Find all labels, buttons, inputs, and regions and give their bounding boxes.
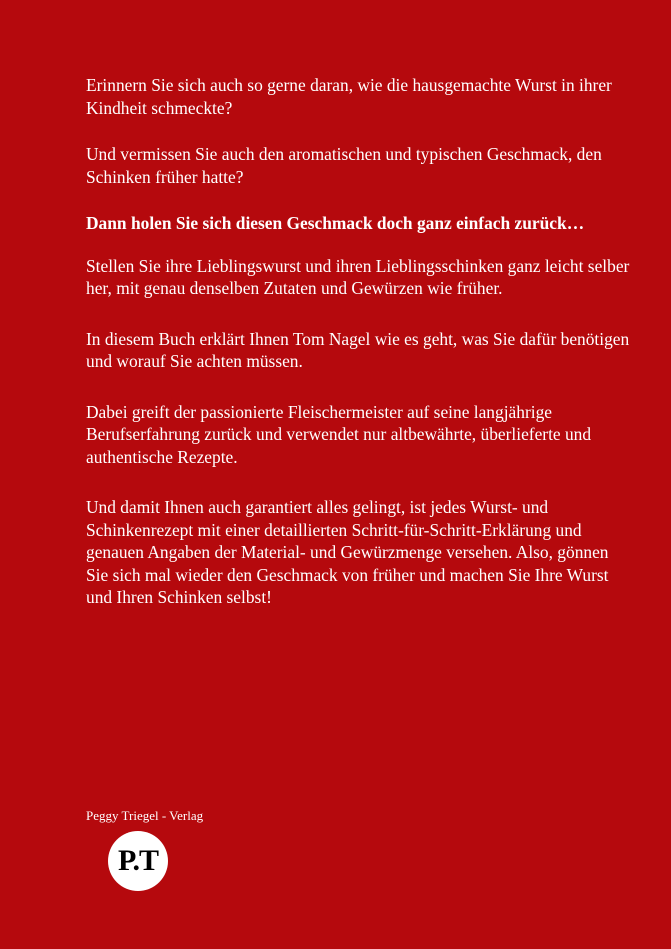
publisher-logo (108, 831, 168, 891)
blurb-text (86, 74, 634, 633)
paragraph-offer: Stellen Sie ihre Lieblingswurst und ihren Lieblingsschinken ganz leicht selber her, mit genau denselben Zutaten und Gewürzen wie früher. (86, 255, 630, 298)
publisher-name: Peggy Triegel - Verlag (86, 808, 204, 823)
paragraph-headline: Dann holen Sie sich diesen Geschmack doch ganz einfach zurück… (86, 213, 585, 233)
paragraph-experience: Dabei greift der passionierte Fleischermeister auf seine langjährige Berufserfahrung zurück und verwendet nur altbewährte, überlieferte und authentische Rezepte. (86, 401, 592, 467)
logo-text: P.T (117, 844, 159, 877)
paragraph-author: In diesem Buch erklärt Ihnen Tom Nagel wie es geht, was Sie dafür benötigen und worauf Sie achten müssen. (86, 328, 630, 371)
paragraph-intro: Erinnern Sie sich auch so gerne daran, wie die hausgemachte Wurst in ihrer Kindheit schmeckte? (86, 75, 612, 118)
paragraph-recipes: Und damit Ihnen auch garantiert alles gelingt, ist jedes Wurst- und Schinkenrezept mit einer detaillierten Schritt-für-Schritt-Erklärung und genauen Angaben der Material- und Gewürzmenge versehen. Also, gönnen Sie sich mal wieder den Geschmack von früher und machen Sie Ihre Wurst und Ihren Schinken selbst! (86, 497, 609, 607)
paragraph-question: Und vermissen Sie auch den aromatischen und typischen Geschmack, den Schinken früher hatte? (86, 144, 602, 187)
